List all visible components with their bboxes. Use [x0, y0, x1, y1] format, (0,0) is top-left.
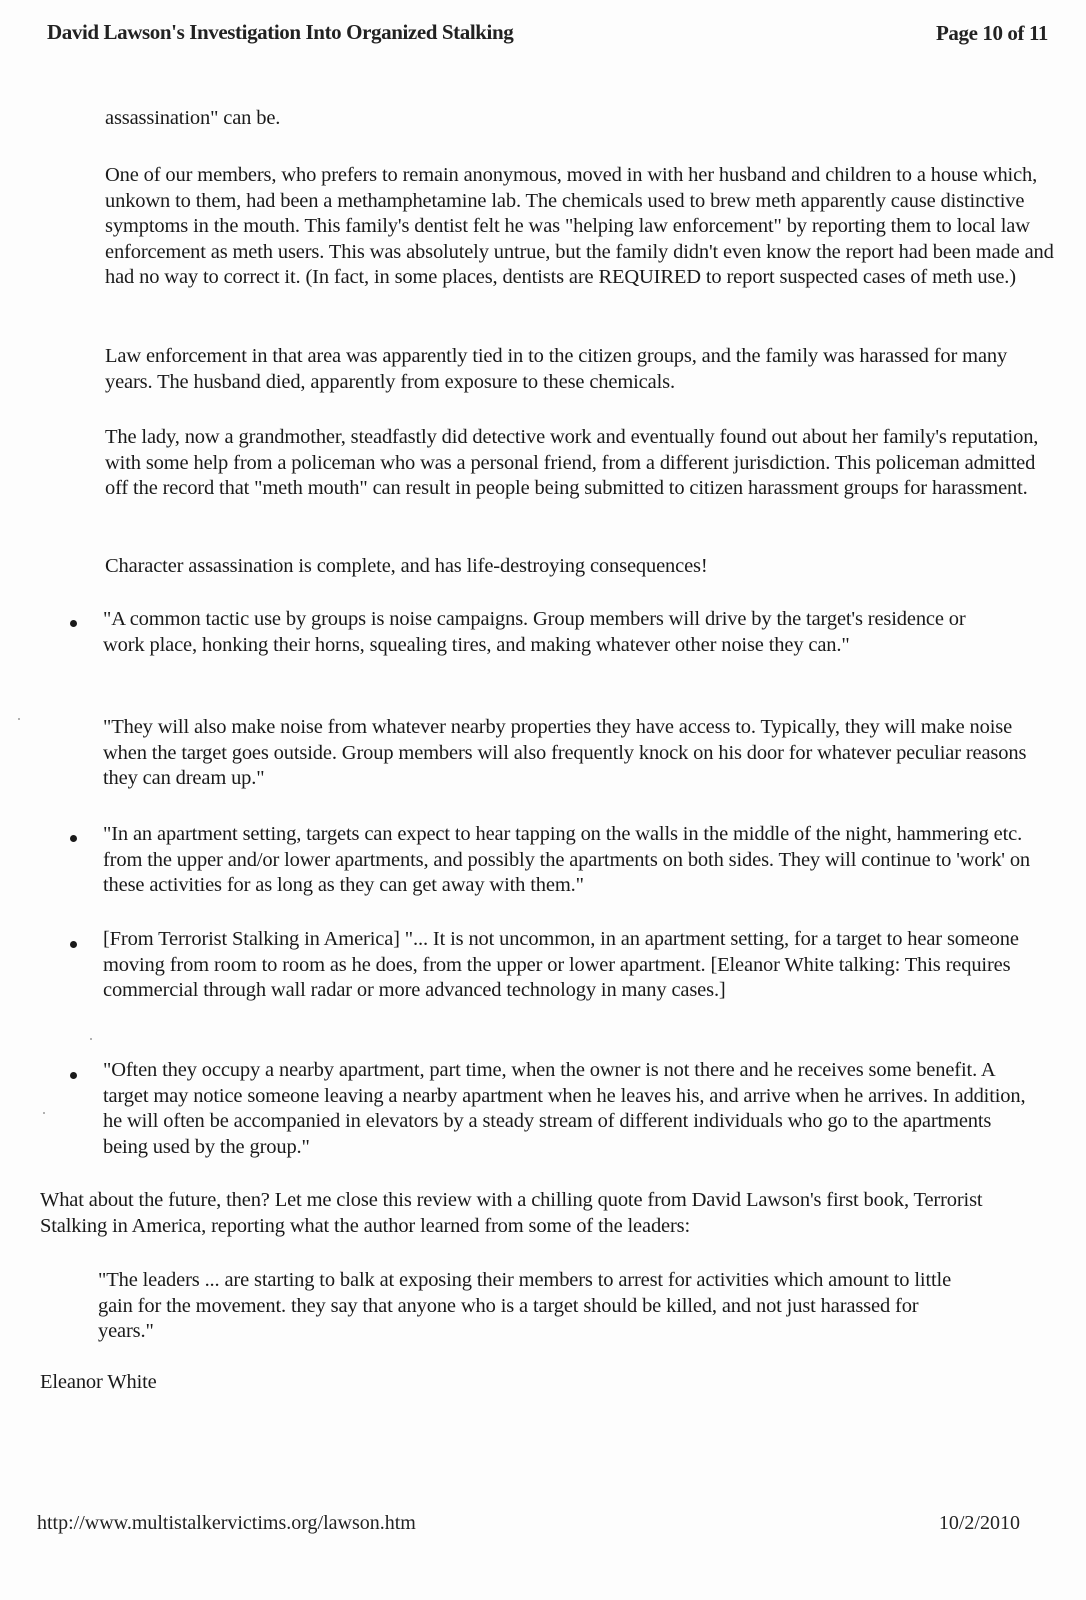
continuation-text: assassination" can be. [105, 107, 281, 129]
bullet-item-noise-campaigns: "A common tactic use by groups is noise campaigns. Group members will drive by the target's residence or work place, honking their horns, squealing tires, and making whatever other noise they can." [103, 608, 966, 656]
page-header-title: David Lawson's Investigation Into Organized Stalking [47, 20, 514, 44]
bullet-item-apartment-tapping: "In an apartment setting, targets can expect to hear tapping on the walls in the middle of the night, hammering etc. from the upper and/or lower apartments, and possibly the apartments on both sides. They will continue to 'work' on these activities for as long as they can get away with them." [103, 823, 1031, 896]
bullet-item-noise-continuation: "They will also make noise from whatever nearby properties they have access to. Typically, they will make noise when the target goes outside. Group members will also frequently knock on his door for whatever peculiar reasons they can dream up." [103, 716, 1027, 789]
footer-url: http://www.multistalkervictims.org/lawson.htm [37, 1512, 416, 1534]
bullet-item-terrorist-stalking: [From Terrorist Stalking in America] "... It is not uncommon, in an apartment setting, for a target to hear someone moving from room to room as he does, from the upper or lower apartment. [Eleanor White talking: This requires commercial through wall radar or more advanced technology in many cases.] [103, 928, 1019, 1001]
bullet-icon [70, 835, 77, 842]
paragraph-law-enforcement: Law enforcement in that area was apparently tied in to the citizen groups, and the family was harassed for many years. The husband died, apparently from exposure to these chemicals. [105, 345, 1008, 393]
bullet-icon [70, 941, 77, 948]
bullet-icon [70, 1072, 77, 1079]
paragraph-character-assassination: Character assassination is complete, and has life-destroying consequences! [105, 555, 708, 577]
scan-speck [43, 1112, 45, 1114]
signature: Eleanor White [40, 1371, 157, 1393]
paragraph-meth-lab: One of our members, who prefers to remain anonymous, moved in with her husband and children to a house which, unkown to them, had been a methamphetamine lab. The chemicals used to brew meth apparently cause distinctive symptoms in the mouth. This family's dentist felt he was "helping law enforcement" by reporting them to local law enforcement as meth users. This was absolutely untrue, but the family didn't even know the report had been made and had no way to correct it. (In fact, in some places, dentists are REQUIRED to report suspected cases of meth use.) [105, 164, 1054, 288]
closing-quote: "The leaders ... are starting to balk at exposing their members to arrest for activities which amount to little gain for the movement. they say that anyone who is a target should be killed, and not just harassed for years." [98, 1269, 952, 1342]
closing-paragraph: What about the future, then? Let me close this review with a chilling quote from David Lawson's first book, Terrorist Stalking in America, reporting what the author learned from some of the leaders: [40, 1189, 983, 1237]
page-number: Page 10 of 11 [935, 21, 1048, 45]
footer-date: 10/2/2010 [938, 1512, 1020, 1534]
scan-speck [18, 718, 20, 720]
bullet-item-nearby-apartment: "Often they occupy a nearby apartment, part time, when the owner is not there and he receives some benefit. A target may notice someone leaving a nearby apartment when he leaves his, and arrive when he arrives. In addition, he will often be accompanied in elevators by a steady stream of different individuals who go to the apartments being used by the group." [103, 1059, 1026, 1158]
bullet-icon [70, 620, 77, 627]
paragraph-grandmother: The lady, now a grandmother, steadfastly did detective work and eventually found out about her family's reputation, with some help from a policeman who was a personal friend, from a different jurisdiction. This policeman admitted off the record that "meth mouth" can result in people being submitted to citizen harassment groups for harassment. [105, 426, 1039, 499]
scan-speck [90, 1038, 92, 1040]
